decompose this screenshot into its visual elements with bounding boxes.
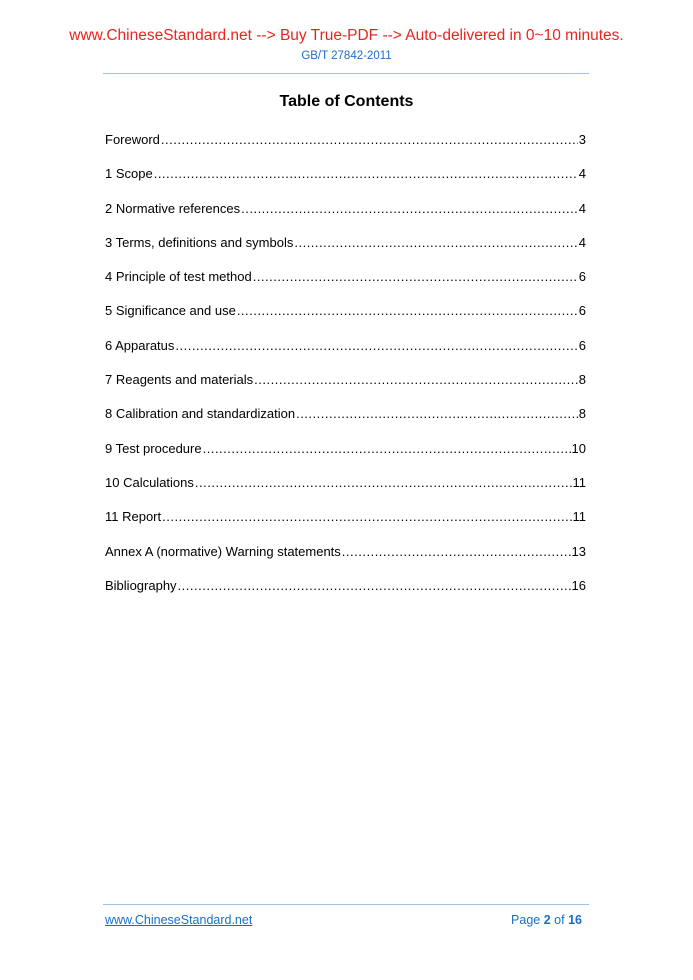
toc-entry-page: 13 (571, 543, 586, 559)
toc-dot-leader (175, 334, 577, 358)
toc-entry-page: 11 (572, 509, 586, 525)
toc-entry-page: 6 (578, 269, 586, 285)
toc-entry-test-procedure[interactable] (105, 437, 586, 471)
toc-entry-scope[interactable] (105, 162, 586, 196)
toc-entry-foreword[interactable] (105, 128, 586, 162)
toc-entry-label: Foreword (105, 132, 160, 147)
toc-entry-apparatus[interactable] (105, 334, 586, 368)
toc-entry-label: 4 Principle of test method (105, 269, 252, 285)
toc-entry-label: Annex A (normative) Warning statements (105, 543, 341, 559)
toc-dot-leader (237, 299, 578, 323)
toc-entry-significance[interactable] (105, 299, 586, 333)
toc-dot-leader (154, 162, 578, 186)
document-id: GB/T 27842-2011 (301, 50, 392, 62)
toc-entry-label: 7 Reagents and materials (105, 372, 254, 388)
toc-dot-leader (195, 471, 572, 495)
toc-entry-page: 16 (571, 577, 586, 593)
toc-entry-page: 4 (578, 166, 586, 182)
toc-entry-page: 3 (578, 132, 586, 147)
toc-entry-label: Bibliography (105, 577, 177, 593)
toc-dot-leader (162, 505, 571, 529)
toc-entry-principle[interactable] (105, 265, 586, 299)
page-number (511, 913, 582, 927)
toc-entry-label: 8 Calibration and standardization (105, 406, 296, 422)
toc-entry-label: 6 Apparatus (105, 337, 175, 353)
page-total: 16 (568, 913, 582, 927)
toc-entry-page: 6 (578, 303, 586, 319)
toc-entry-page: 4 (578, 234, 586, 250)
toc-dot-leader (241, 197, 578, 221)
toc-entry-label: 10 Calculations (105, 474, 194, 490)
toc-entry-page: 8 (578, 372, 586, 388)
toc-entry-label: 2 Normative references (105, 200, 241, 216)
toc-entry-page: 6 (578, 337, 586, 353)
header-banner[interactable]: www.ChineseStandard.net --> Buy True-PDF --> Auto-delivered in 0~10 minutes. (69, 27, 624, 44)
toc-entry-normative-references[interactable] (105, 197, 586, 231)
toc-entry-annex-a[interactable] (105, 540, 586, 574)
footer-website-link[interactable]: www.ChineseStandard.net (105, 913, 253, 927)
page-of: of (554, 913, 565, 927)
toc-entry-label: 11 Report (105, 509, 162, 525)
toc-dot-leader (342, 540, 571, 564)
toc-dot-leader (294, 231, 577, 255)
toc-entry-reagents[interactable] (105, 368, 586, 402)
toc-dot-leader (253, 265, 578, 289)
toc-entry-label: 5 Significance and use (105, 303, 236, 319)
toc-entry-page: 10 (571, 440, 586, 456)
toc-entry-page: 8 (578, 406, 586, 422)
toc-entry-calculations[interactable] (105, 471, 586, 505)
table-of-contents (105, 128, 586, 608)
toc-entry-bibliography[interactable] (105, 574, 586, 608)
page-current: 2 (543, 913, 551, 927)
toc-entry-calibration[interactable] (105, 402, 586, 436)
toc-entry-label: 3 Terms, definitions and symbols (105, 234, 294, 250)
toc-dot-leader (161, 128, 578, 152)
toc-entry-label: 1 Scope (105, 166, 153, 182)
toc-dot-leader (296, 402, 578, 426)
toc-entry-report[interactable] (105, 505, 586, 539)
toc-entry-page: 11 (572, 474, 586, 490)
toc-entry-page: 4 (578, 200, 586, 216)
toc-title: Table of Contents (279, 93, 414, 110)
header-divider (103, 73, 589, 74)
toc-dot-leader (178, 574, 571, 598)
toc-entry-terms[interactable] (105, 231, 586, 265)
toc-entry-label: 9 Test procedure (105, 440, 202, 456)
toc-dot-leader (254, 368, 578, 392)
footer-divider (103, 904, 589, 905)
toc-dot-leader (203, 437, 571, 461)
page-word: Page (511, 913, 541, 927)
